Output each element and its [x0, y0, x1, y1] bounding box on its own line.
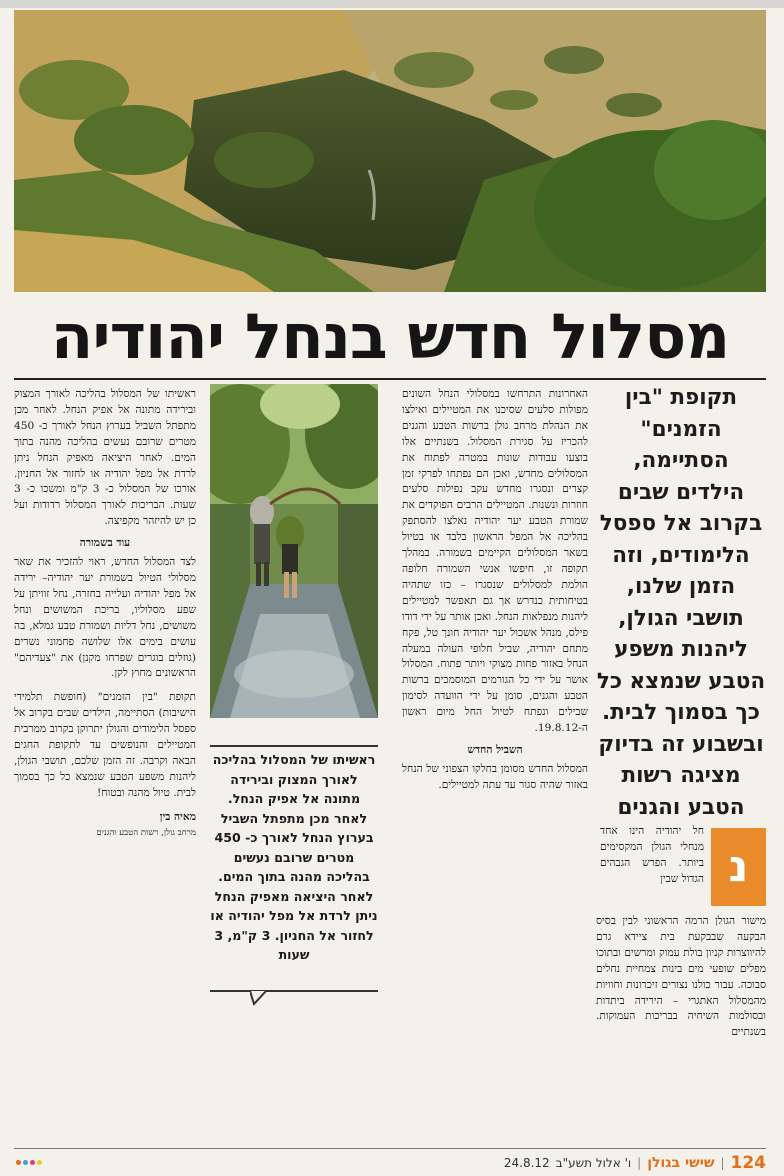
article-column-middle — [402, 387, 588, 1147]
article-column-right-top — [600, 824, 704, 914]
dot — [16, 1160, 21, 1165]
dot — [23, 1160, 28, 1165]
headline-rule — [14, 378, 766, 380]
scan-top-edge — [0, 0, 784, 8]
article-headline: מסלול חדש בנחל יהודיה — [50, 300, 730, 373]
article-column-left — [14, 387, 196, 1147]
paragraph: מישור הגולן הרמה הראשוני לבין בסיס הבקעה שבבקעת בית ציידא גרם להיווצרות קניון בולת עמוק ומרשים ובתוכו מפלים שופעי מים בינות צמחיית נחלים סבוכה. עבור כולנו נצורים זיכרונות וחוויות מהמסלול האתגרי – הירידה ביתדות ובסולמות השיחיה בבריכות העמוקות. בשנתיים — [596, 915, 766, 1039]
pullquote-bottom-rule — [210, 990, 378, 992]
valley-landscape-photo — [14, 10, 766, 292]
pullquote: ראשיתו של המסלול בהליכה לאורך המצוק ובירידה מתונה אל אפיק הנחל. לאחר מכן מתפתל השביל בערוץ הנחל לאורך כ- 450 מטרים שרובם נעשים בהליכה מהנה בתוך המים. לאחר היציאה מאפיק הנחל ניתן לרדת אל מפל יהודיה או לחזור אל החניון. 3 ק"מ, 3 שעות — [210, 752, 378, 962]
paragraph: האחרונות התרחשו במסלולי הנחל השונים מפולות סלעים שסיכנו את המטיילים ואילצו את הנהלת מרחב גולן ברשות הטבע והגנים להכריז על סגירת המסלול. בשנתיים אלו בוצעו עבודות שונות במטרה לפתוח את המסלולים מחדש, ואכן הם נפתחו לפרקי זמן קצרים ונסגרו מחדש עקב נפילות סלעים חוזרות ונשנות. המטיילים הרבים הפוקדים את שמורת הטבע יער יהודיה נאלצו להסתפק בהליכה אל המפל הראשון בלבד או בטיול בשאר המסלולים הקיימים בשמורה. במהלך תקופה זו, חיפשו אנשי השמורה חלופה הולמת למסלולים שנסגרו – כזו שתהיה בטיחותית כנדרש אך גם תאפשר למטיילים ליהנות מנפלאות הנחל. ואכן אותר על ידי דודו פילס, מנהל אשכול יער יהודיה חונך טל, פקח מתחם יהודיה, שביל חלופי העולה במעלה הנחל באזור פחות מצוקי ויותר פתוח. המסלול אושר על ידי כל הגורמים המוסמכים ברשות הטבע והגנים, סומן על ידי הוועדה לסימון שבילים ונפתח לטיול החל מיום ראשון ה-19.8.12. — [402, 388, 588, 735]
paragraph: המסלול החדש מסומן בחלקו הצפוני של הנחל באזור שהיה סגור עד עתה למטיילים. — [402, 762, 588, 791]
dot — [37, 1160, 42, 1165]
paragraph: לצד המסלול החדש, ראוי להזכיר את שאר מסלולי הטיול בשמורת יער יהודיה– ירידה אל מפל יהודיה ועלייה בחזרה, נחל זוויתן על שפע מסלוליו, בריכת המשושים ונחל משושים, נחל דליות ושמורת טבע גמלא, בה עושים בימים אלו שלושה פחמוני נשרים (גוזלים בוגרים שפרחו מקנן) את "צעדיהם" הראשונים מחוץ לקן. — [14, 556, 196, 680]
paragraph: ראשיתו של המסלול בהליכה לאורך המצוק ובירידה מתונה אל אפיק הנחל. לאחר מכן מתפתל השביל בערוץ הנחל לאורך כ- 450 מטרים שרובם נעשים בהליכה מהנה בתוך המים. לאחר היציאה מאפיק הנחל ניתן לרדת אל מפל יהודיה או לחזור אל החניון. אורכו של המסלול כ- 3 ק"מ ומשכו כ- 3 שעות. הבריכות לאורך המסלול רדודות ועל כן יש להיזהר מקפיצה. — [14, 388, 196, 528]
publication-name: שישי בגולן — [647, 1155, 715, 1171]
separator: | — [637, 1156, 642, 1170]
subheading-more-in-reserve: עוד בשמורה — [79, 537, 131, 550]
dropcap: נ — [711, 828, 766, 906]
paragraph: חל יהודיה הינו אחד מנחלי הגולן המקסימים ביותר. הפרש הגבהים הגדול שבין — [600, 825, 704, 885]
author-name: מאיה בין — [159, 810, 196, 823]
speech-bubble-tail-icon — [250, 990, 272, 1006]
hebrew-date: ו' אלול תשע"ב — [555, 1156, 632, 1170]
page-footer — [14, 1152, 766, 1174]
separator: | — [720, 1156, 725, 1170]
footer-rule — [14, 1148, 766, 1149]
article-lead: תקופת "בין הזמנים" הסתיימה, הילדים שבים בקרוב אל ספסל הלימודים, וזה הזמן שלנו, תושבי הגולן, ליהנות משפע הטבע שנמצא כל כך בסמוך לבית. ובשבוע זה בדיוק מציגה רשות הטבע והגנים — [596, 385, 766, 818]
author-role: מרחב גולן, רשות הטבע והגנים — [96, 827, 196, 838]
page-number: 124 — [730, 1153, 766, 1173]
issue-date: 24.8.12 — [503, 1156, 550, 1170]
color-registration-dots — [16, 1160, 42, 1165]
subheading-new-trail: השביל החדש — [467, 743, 523, 756]
article-column-right — [596, 914, 766, 1144]
pullquote-top-rule — [210, 745, 378, 747]
hikers-stream-photo — [210, 384, 378, 718]
paragraph: תקופת "בין הזמנים" (חופשת תלמידי הישיבות) הסתיימה, הילדים שבים בקרוב אל ספסל הלימודים והגולן יתרוקן בקרוב ממרבית המטיילים והנופשים עד לתקופת החגים הבאה וקרבה. זה הזמן שלכם, תושבי הגולן, ליהנות משפע הטבע שנמצא כל כך בסמוך לבית. טיול מהנה ובטוח! — [14, 691, 196, 799]
dot — [30, 1160, 35, 1165]
